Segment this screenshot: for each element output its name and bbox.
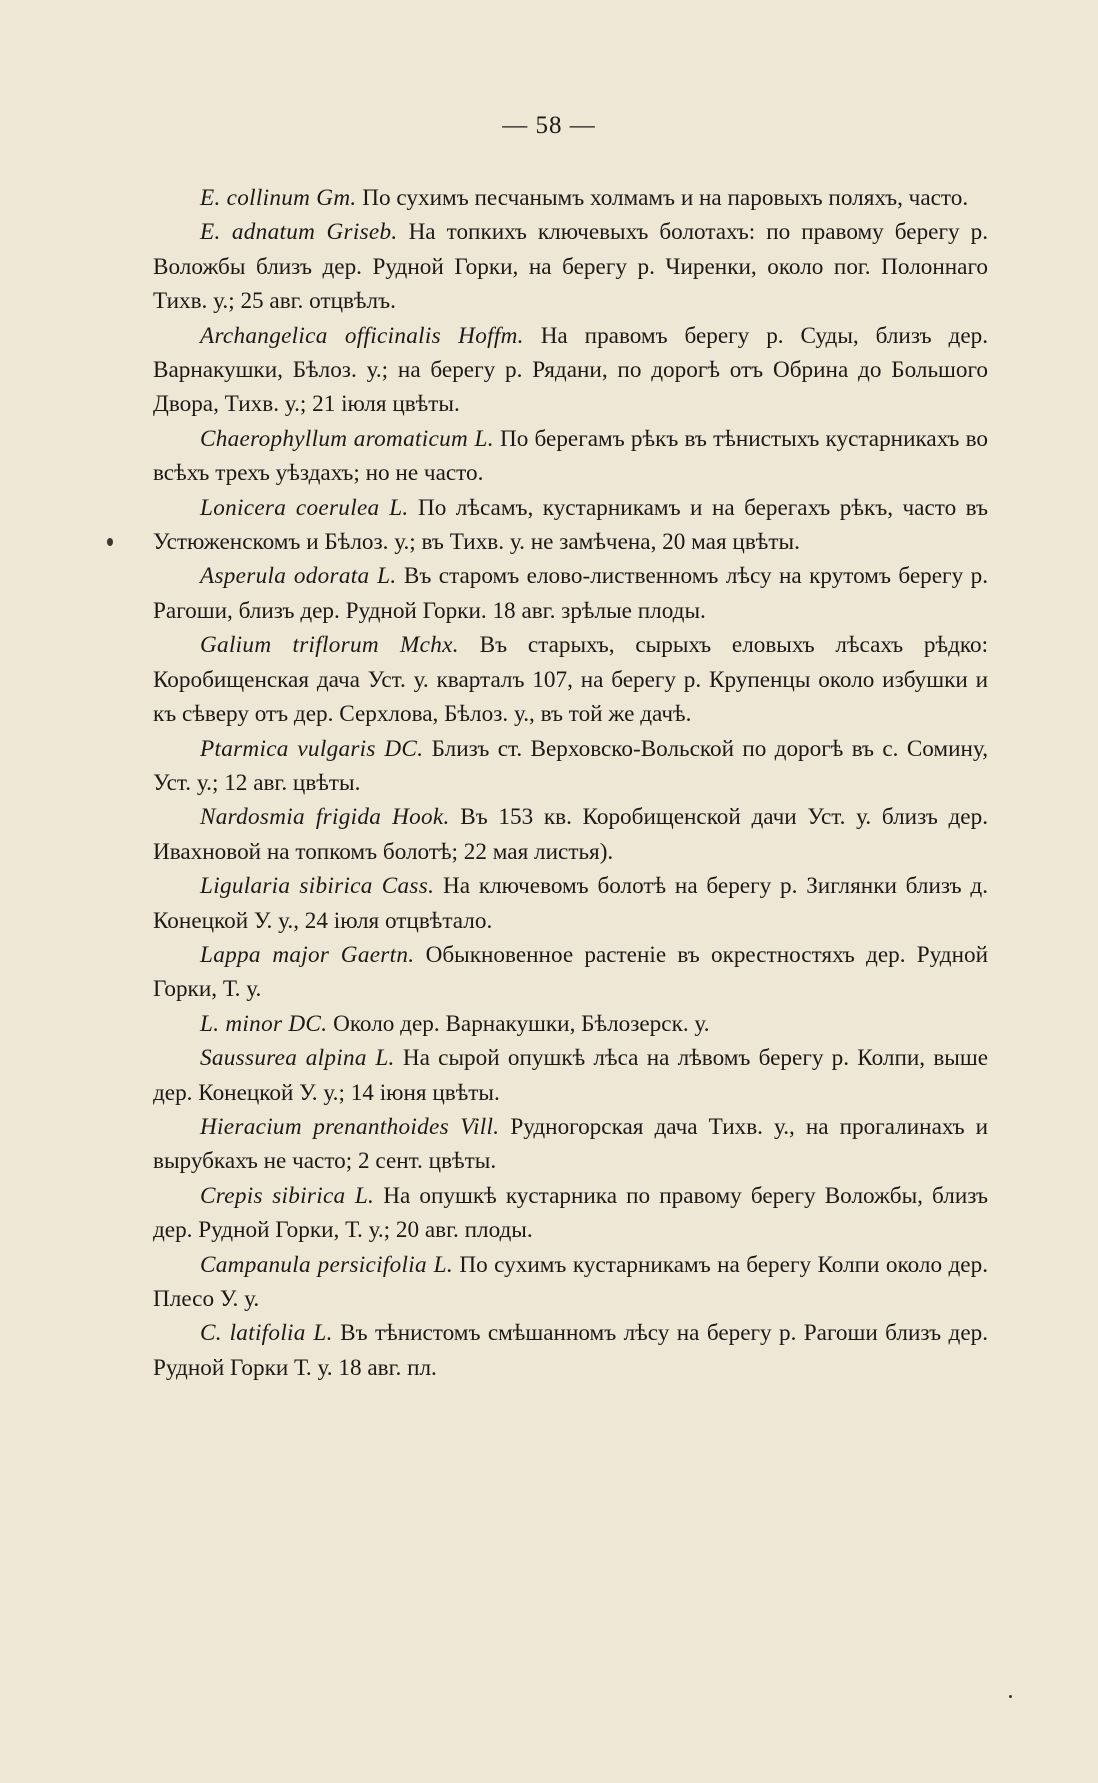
- entry-nardosmia: [153, 800, 988, 869]
- entry-lappa-minor: [153, 1007, 988, 1041]
- species-name: E. collinum Gm.: [200, 185, 357, 211]
- entry-text: Около дер. Варнакушки, Бѣлозерск. у.: [333, 1010, 710, 1037]
- entry-text: По лѣсамъ, кустарникамъ и на берегахъ рѣкъ, часто въ Устюженскомъ и Бѣлоз. у.; въ Тихв. у. не замѣчена, 20 мая цвѣты.: [153, 494, 988, 556]
- entry-asperula: [153, 559, 988, 628]
- species-name: Ptarmica vulgaris DC.: [200, 735, 424, 762]
- species-name: L. minor DC.: [200, 1010, 328, 1037]
- entry-ligularia: [153, 869, 988, 938]
- entry-campanula-latifolia: [153, 1316, 988, 1385]
- species-name: Crepis sibirica L.: [200, 1182, 375, 1209]
- entry-text: Близъ ст. Верховско-Вольской по дорогѣ въ с. Сомину, Уст. у.; 12 авг. цвѣты.: [153, 735, 988, 796]
- species-name: Asperula odorata L.: [200, 563, 397, 590]
- species-name: Lonicera coerulea L.: [200, 494, 409, 521]
- species-name: Chaerophyllum aromaticum L.: [200, 425, 494, 452]
- entry-epilobium-collinum: [153, 181, 988, 215]
- species-name: Archangelica officinalis Hoffm.: [200, 322, 524, 349]
- entry-lappa-major: [153, 938, 988, 1007]
- entry-text: На топкихъ ключевыхъ болотахъ: по правому берегу р. Воложбы близъ дер. Рудной Горки, на берегу р. Чиренки, около пог. Полоннаго Тихв. у.; 25 авг. отцвѣлъ.: [153, 219, 988, 315]
- entry-crepis: [153, 1179, 988, 1248]
- page-number: — 58 —: [502, 112, 596, 139]
- margin-ink-speck: [1009, 1695, 1012, 1698]
- entry-text: На правомъ берегу р. Суды, близъ дер. Варнакушки, Бѣлоз. у.; на берегу р. Рядани, по дорогѣ отъ Обрина до Большого Двора, Тихв. у.; 21 іюля цвѣты.: [153, 322, 989, 418]
- entry-saussurea: [153, 1041, 988, 1110]
- species-name: E. adnatum Griseb.: [200, 219, 398, 246]
- entry-campanula-persicifolia: [153, 1248, 988, 1317]
- entry-text: Въ 153 кв. Коробищенской дачи Уст. у. близъ дер. Ивахновой на топкомъ болотѣ; 22 мая листья).: [153, 804, 988, 865]
- species-name: Saussurea alpina L.: [200, 1045, 395, 1072]
- entry-ptarmica: [153, 732, 988, 801]
- entry-text: На опушкѣ кустарника по правому берегу Воложбы, близъ дер. Рудной Горки, Т. у.; 20 авг. плоды.: [153, 1182, 989, 1244]
- species-name: Campanula persicifolia L.: [200, 1251, 453, 1278]
- entries-list: [153, 181, 988, 1385]
- entry-text: На ключевомъ болотѣ на берегу р. Зиглянки близъ д. Конецкой У. у., 24 іюля отцвѣтало.: [153, 873, 989, 934]
- entry-text: Рудногорская дача Тихв. у., на прогалинахъ и вырубкахъ не часто; 2 сент. цвѣты.: [153, 1113, 988, 1175]
- entry-text: Обыкновенное растеніе въ окрестностяхъ дер. Рудной Горки, Т. у.: [153, 941, 989, 1003]
- entry-lonicera: [153, 491, 988, 560]
- entry-hieracium: [153, 1110, 988, 1179]
- species-name: Nardosmia frigida Hook.: [200, 804, 450, 831]
- entry-text: Въ старыхъ, сырыхъ еловыхъ лѣсахъ рѣдко: Коробищенская дача Уст. у. кварталъ 107, на берегу р. Крупенцы около избушки и къ сѣверу отъ дер. Серхлова, Бѣлоз. у., въ той же дачѣ.: [153, 632, 989, 728]
- entry-galium: [153, 628, 988, 731]
- entry-epilobium-adnatum: [153, 215, 988, 318]
- species-name: Hieracium prenanthoides Vill.: [200, 1113, 500, 1140]
- entry-text: По сухимъ песчанымъ холмамъ и на паровыхъ поляхъ, часто.: [362, 185, 969, 211]
- species-name: Lappa major Gaertn.: [200, 941, 415, 968]
- species-name: Galium triflorum Mchx.: [200, 632, 459, 659]
- entry-text: Въ тѣнистомъ смѣшанномъ лѣсу на берегу р. Рагоши близъ дер. Рудной Горки Т. у. 18 авг. пл.: [153, 1320, 989, 1381]
- entry-text: На сырой опушкѣ лѣса на лѣвомъ берегу р. Колпи, выше дер. Конецкой У. у.; 14 іюня цвѣты.: [153, 1045, 989, 1106]
- entry-text: По берегамъ рѣкъ въ тѣнистыхъ кустарникахъ во всѣхъ трехъ уѣздахъ; но не часто.: [153, 425, 988, 487]
- species-name: Ligularia sibirica Cass.: [200, 873, 435, 900]
- entry-chaerophyllum: [153, 422, 988, 491]
- entry-archangelica: [153, 319, 988, 422]
- species-name: C. latifolia L.: [200, 1320, 333, 1347]
- entry-text: По сухимъ кустарникамъ на берегу Колпи около дер. Плесо У. у.: [153, 1251, 988, 1312]
- margin-ink-spot: [107, 538, 113, 546]
- entry-text: Въ старомъ елово-лиственномъ лѣсу на крутомъ берегу р. Рагоши, близъ дер. Рудной Горки. 18 авг. зрѣлые плоды.: [153, 563, 988, 624]
